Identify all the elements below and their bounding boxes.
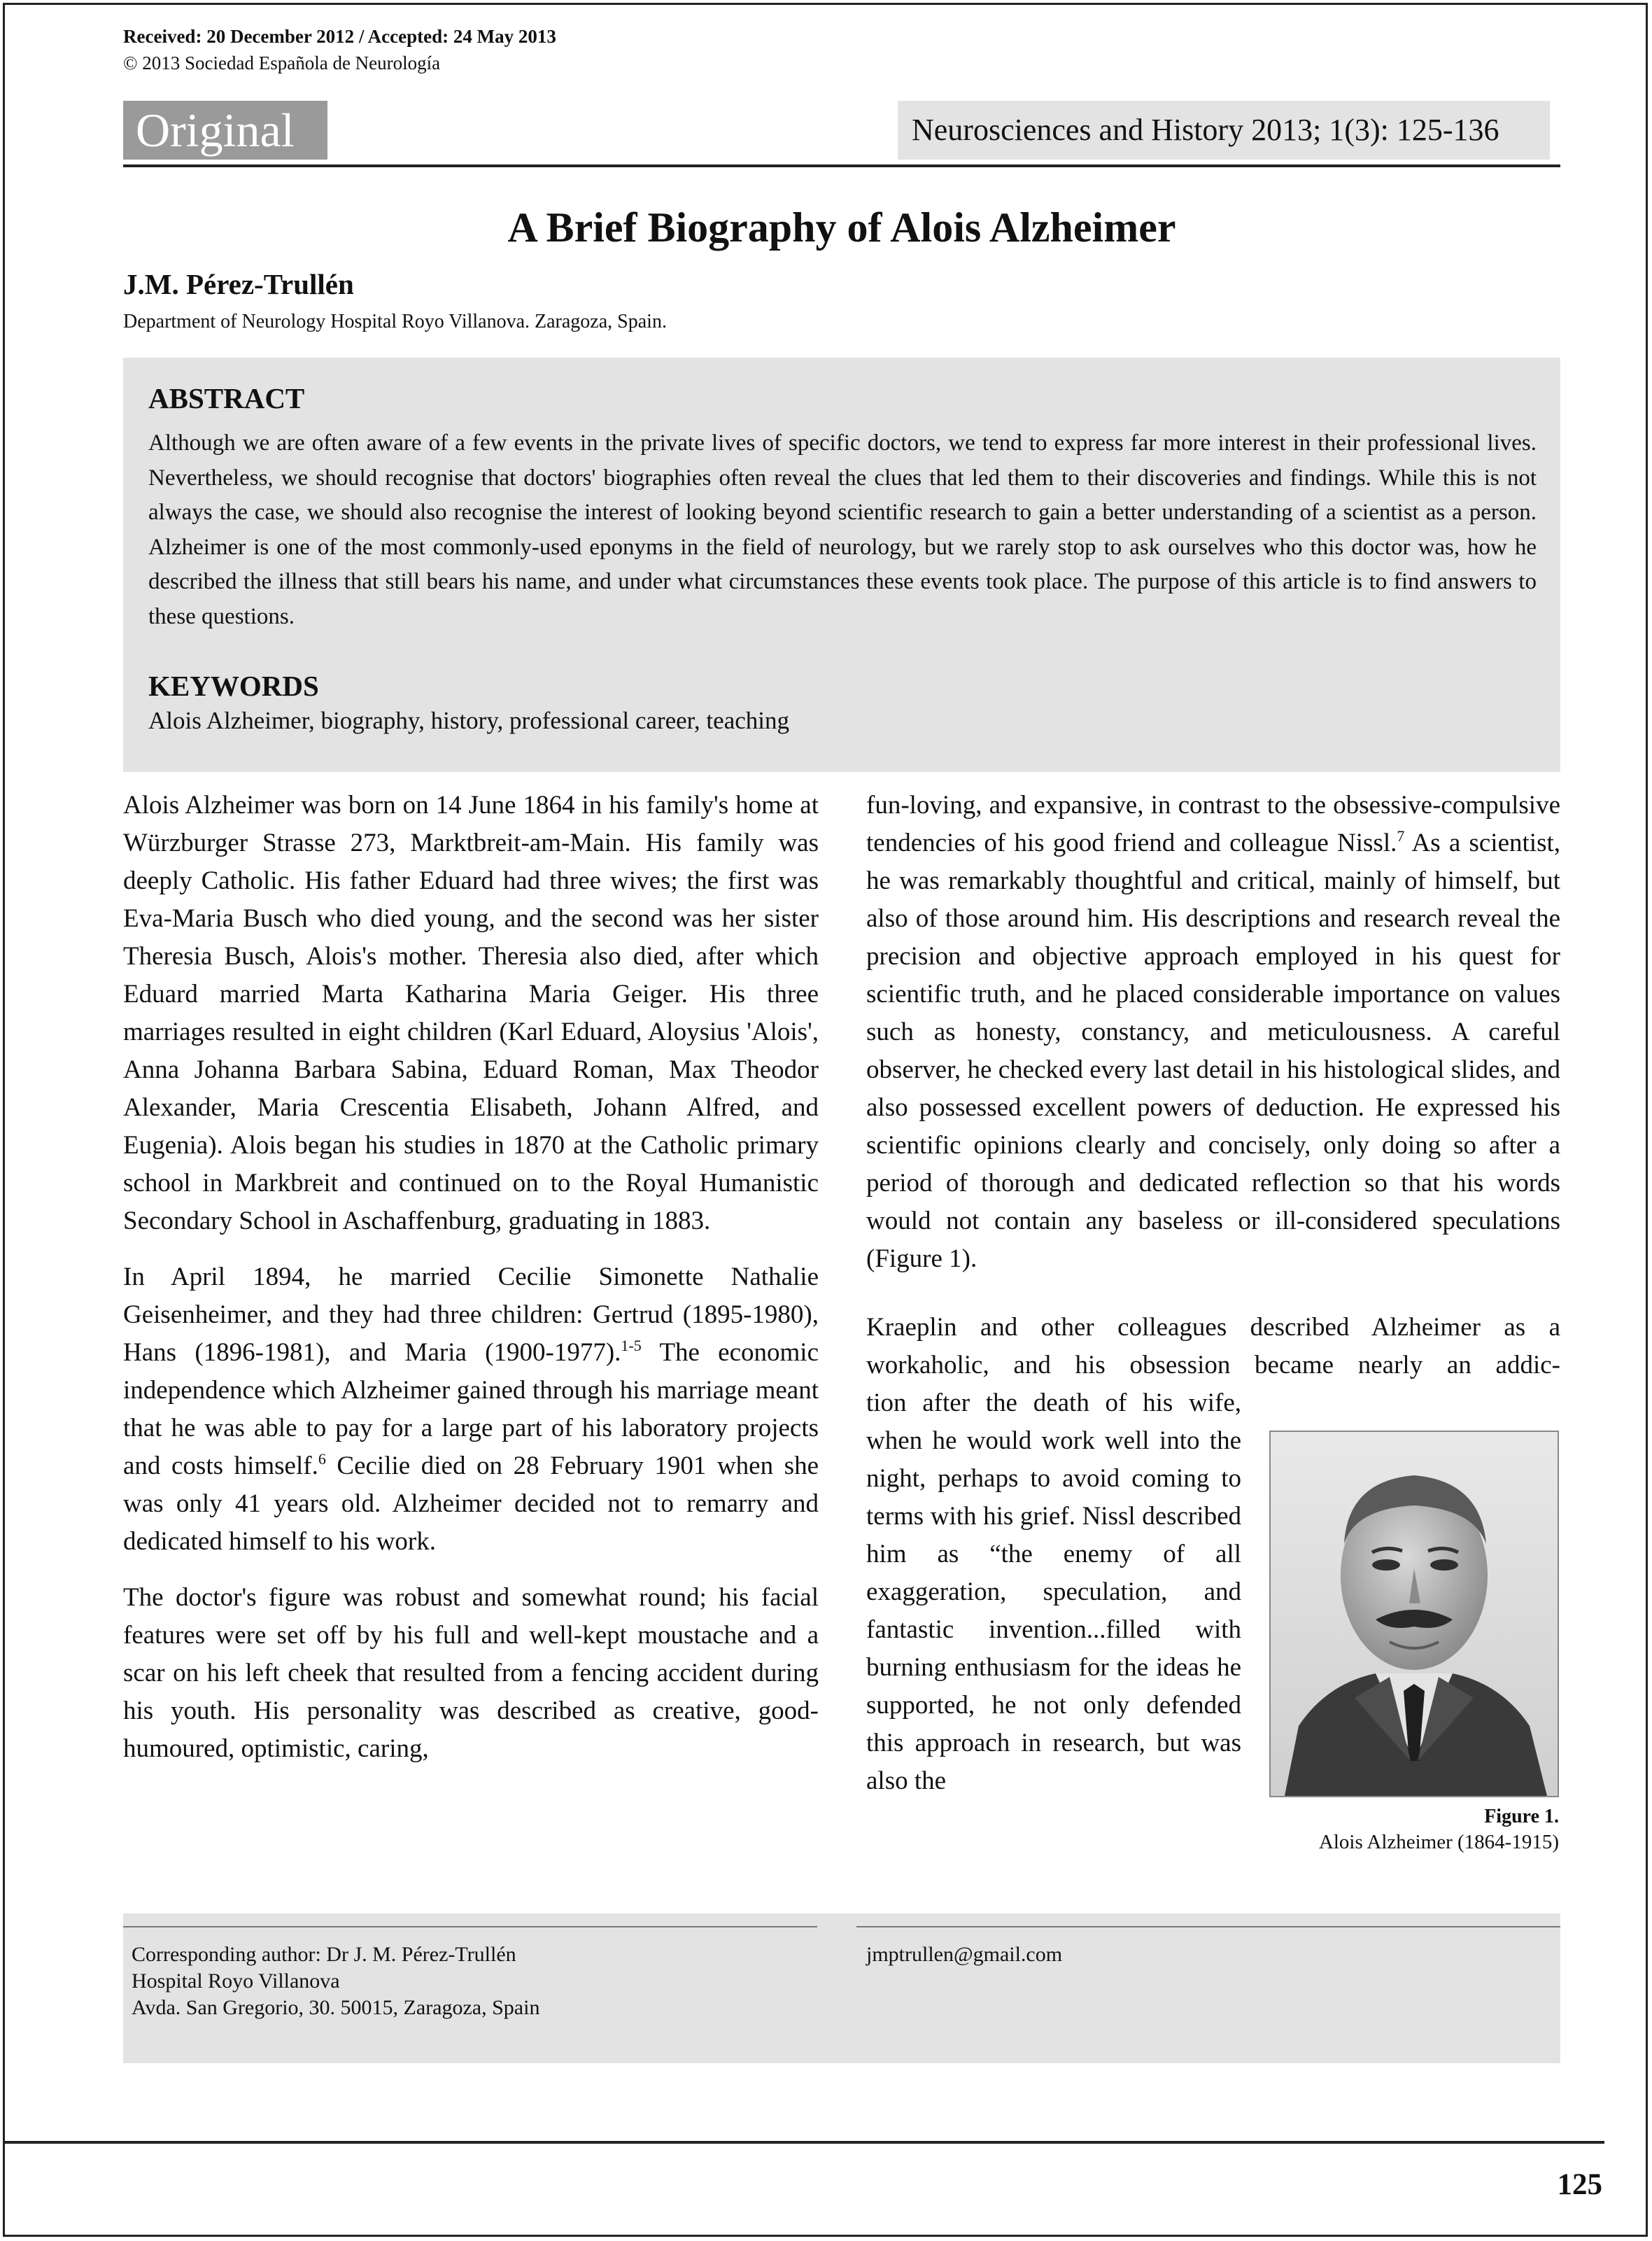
author-name: J.M. Pérez-Trullén	[123, 268, 354, 300]
corresponding-author	[132, 1941, 539, 2021]
body-text: The economic independence which Alzheimer gained through his marriage meant that he was able to pay for a large part of his laboratory projects and costs himself.	[123, 1338, 819, 1480]
body-text-wrapped: tion after the death of his wife, when he would work well into the night, perhaps to avoid coming to terms with his grief. Nissl described him as “the enemy of all exaggeration, speculation, and fantastic invention...filled with burning enthusiasm for the ideas he supported, he not only defended this approach in research, but was also the	[866, 1389, 1241, 1795]
portrait-image	[1271, 1432, 1558, 1796]
figure-caption: Alois Alzheimer (1864-1915)	[1318, 1831, 1559, 1853]
corresponding-line: Hospital Royo Villanova	[132, 1969, 340, 1993]
article-title: A Brief Biography of Alois Alzheimer	[507, 204, 1176, 251]
author-affiliation: Department of Neurology Hospital Royo Villanova. Zaragoza, Spain.	[123, 311, 667, 332]
footer-rule	[3, 2141, 1604, 2144]
portrait-photo	[1269, 1431, 1559, 1797]
keywords-text: Alois Alzheimer, biography, history, professional career, teaching	[148, 707, 789, 734]
figure-label: Figure 1.	[1484, 1806, 1559, 1827]
section-tag: Original	[123, 101, 327, 160]
body-text: fun-loving, and expansive, in contrast to the obsessive-compulsive tendencies of his good friend and colleague Nissl.	[866, 791, 1560, 857]
received-accepted-dates: Received: 20 December 2012 / Accepted: 24 May 2013	[123, 26, 556, 47]
body-column-left	[123, 787, 819, 1768]
page-number: 125	[1557, 2168, 1602, 2201]
journal-citation: Neurosciences and History 2013; 1(3): 125-136	[898, 101, 1550, 160]
author-email[interactable]: jmptrullen@gmail.com	[866, 1943, 1063, 1966]
body-paragraph: The doctor's figure was robust and somewhat round; his facial features were set off by his full and well-kept moustache and a scar on his left cheek that resulted from a fencing accident during his youth. His personality was described as creative, good-humoured, optimistic, caring,	[123, 1583, 819, 1763]
abstract-heading: ABSTRACT	[148, 382, 305, 414]
footer-divider-right	[856, 1926, 1560, 1927]
citation-ref: 7	[1397, 827, 1405, 845]
keywords-heading: KEYWORDS	[148, 670, 319, 702]
body-line: Kraeplin and other colleagues described Alzheimer as a	[866, 1313, 1560, 1342]
body-line: workaholic, and his obsession became nearly an addic-	[866, 1351, 1560, 1379]
abstract-box	[123, 358, 1560, 772]
citation-ref: 6	[318, 1450, 326, 1468]
corresponding-line: Avda. San Gregorio, 30. 50015, Zaragoza, Spain	[132, 1996, 540, 2019]
corresponding-line: Corresponding author: Dr J. M. Pérez-Trullén	[132, 1943, 516, 1966]
citation-ref: 1-5	[621, 1337, 642, 1354]
abstract-text: Although we are often aware of a few events in the private lives of specific doctors, we tend to express far more interest in their professional lives. Nevertheless, we should recognise that doctors' biographies often reveal the clues that led them to their discoveries and findings. While this is not always the case, we should also recognise the interest of looking beyond scientific research to gain a better understanding of a scientist as a person. Alzheimer is one of the most commonly-used eponyms in the field of neurology, but we rarely stop to ask ourselves who this doctor was, how he described the illness that still bears his name, and under what circumstances these events took place. The purpose of this article is to find answers to these questions.	[148, 430, 1537, 629]
body-paragraph: Alois Alzheimer was born on 14 June 1864 in his family's home at Würzburger Strasse 273, Marktbreit-am-Main. His family was deeply Catholic. His father Eduard had three wives; the first was Eva-Maria Busch who died young, and the second was her sister Theresia Busch, Alois's mother. Theresia also died, after which Eduard married Marta Katharina Maria Geiger. His three marriages resulted in eight children (Karl Eduard, Aloysius 'Alois', Anna Johanna Barbara Sabina, Eduard Roman, Max Theodor Alexander, Maria Crescentia Elisabeth, Johann Alfred, and Eugenia). Alois began his studies in 1870 at the Catholic primary school in Markbreit and continued on to the Royal Humanistic Secondary School in Aschaffenburg, graduating in 1883.	[123, 791, 819, 1235]
body-text: As a scientist, he was remarkably thoughtful and critical, mainly of himself, but also of those around him. His descriptions and research reveal the precision and objective approach employed in his quest for scientific truth, and he placed considerable importance on values such as honesty, constancy, and meticulousness. A careful observer, he checked every last detail in his histological slides, and also possessed excellent powers of deduction. He expressed his scientific opinions clearly and concisely, only doing so after a period of thorough and dedicated reflection so that his words would not contain any baseless or ill-considered speculations (Figure 1).	[866, 829, 1560, 1273]
body-paragraph	[123, 1258, 819, 1561]
body-text: In April 1894, he married Cecilie Simonette Nathalie Geisenheimer, and they had three children: Gertrud (1895-1980), Hans (1896-1981), and Maria (1900-1977).	[123, 1263, 819, 1367]
header-divider	[123, 164, 1560, 167]
body-text: Cecilie died on 28 February 1901 when she was only 41 years old. Alzheimer decided not to remarry and dedicated himself to his work.	[123, 1452, 819, 1556]
footer-divider-left	[123, 1926, 817, 1927]
body-paragraph	[866, 787, 1560, 1278]
copyright-notice: © 2013 Sociedad Española de Neurología	[123, 52, 441, 73]
